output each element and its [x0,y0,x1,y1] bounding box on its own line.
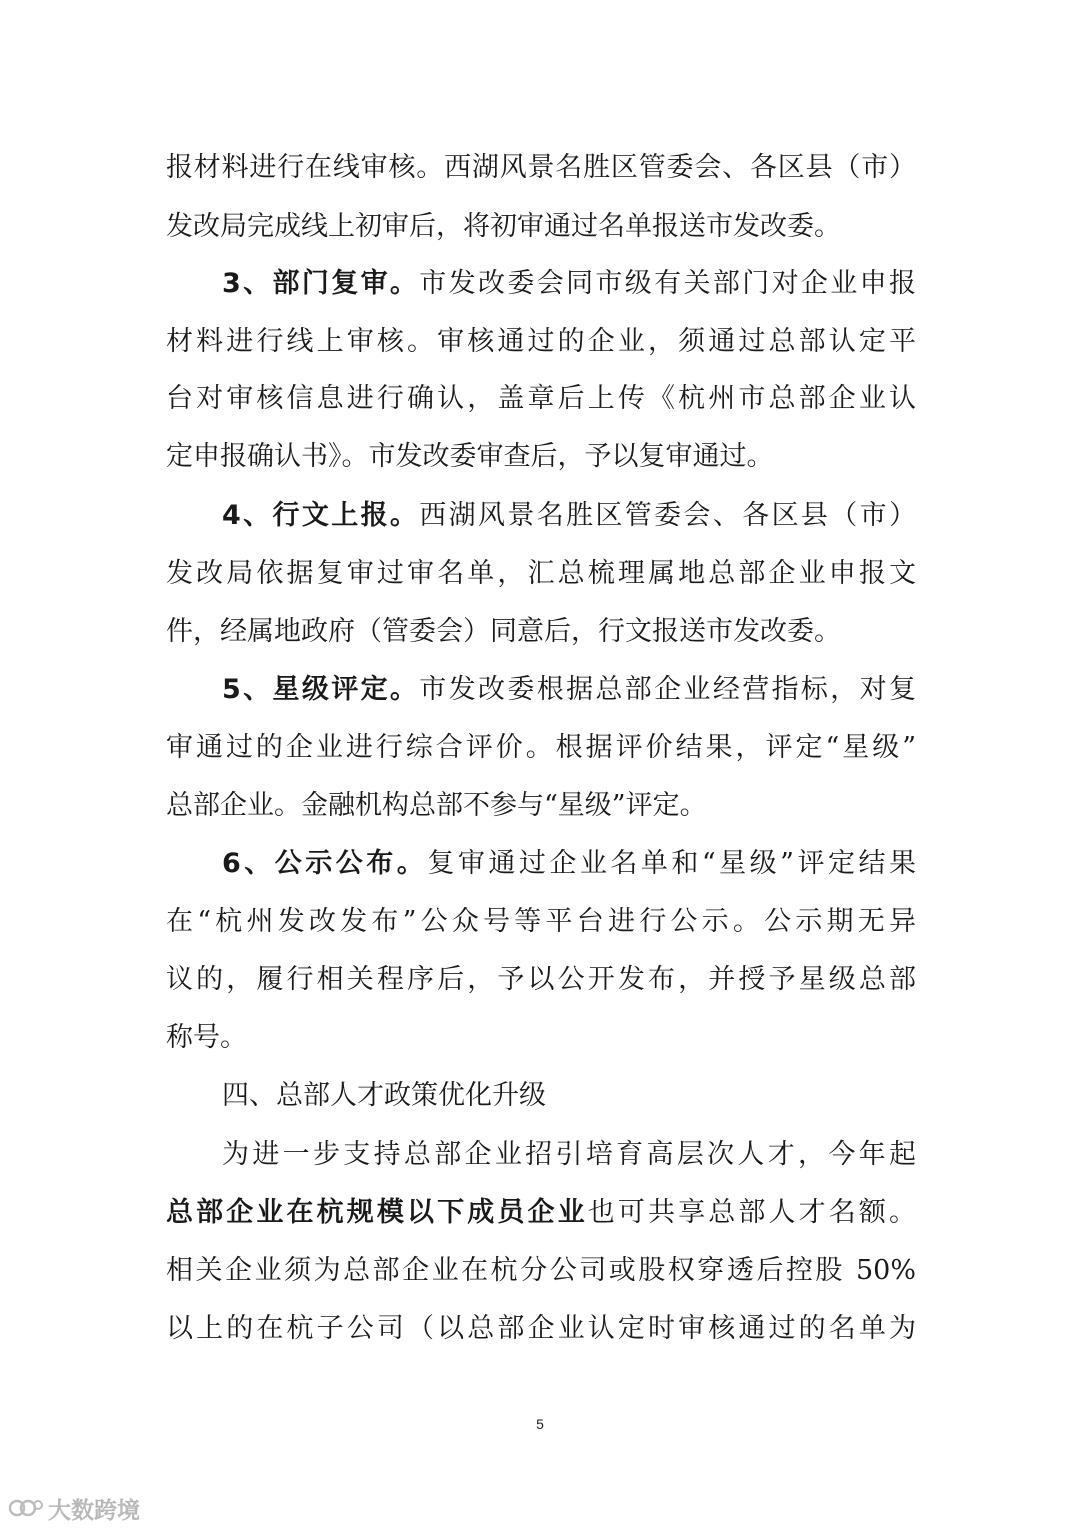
text-run: 议的，履行相关程序后，予以公开发布，并授予星级总部 [166,964,916,995]
text-line [222,835,916,893]
text-line [166,603,916,661]
text-run: 以上的在杭子公司（以总部企业认定时审核通过的名单为 [166,1313,916,1344]
text-line [166,428,916,486]
text-line [222,1126,916,1184]
text-run: 在“杭州发改发布”公众号等平台进行公示。公示期无异 [166,906,916,937]
text-line [166,893,916,951]
text-line [222,487,916,545]
text-run: 总部企业。金融机构总部不参与“星级”评定。 [166,790,707,821]
text-line [166,545,916,603]
text-run: 市发改委根据总部企业经营指标，对复 [419,674,917,705]
bold-phrase: 总部企业在杭规模以下成员企业 [166,1197,588,1228]
text-run: 复审通过企业名单和“星级”评定结果 [427,848,916,879]
text-run: 台对审核信息进行确认，盖章后上传《杭州市总部企业认 [166,383,916,414]
text-line [166,951,916,1009]
text-line [222,255,916,313]
text-line [166,370,916,428]
text-run: 审通过的企业进行综合评价。根据评价结果，评定“星级” [166,732,916,763]
watermark [8,1488,140,1528]
page-number: 5 [536,1416,544,1432]
text-line [166,139,916,197]
text-line [166,1009,916,1067]
text-run: 市发改委会同市级有关部门对企业申报 [419,268,917,299]
text-run: 发改局完成线上初审后，将初审通过名单报送市发改委。 [166,211,841,242]
text-line [166,1242,916,1300]
text-run: 相关企业须为总部企业在杭分公司或股权穿透后控股 50% [166,1255,916,1286]
bold-phrase: 5、星级评定。 [222,674,420,705]
brand-logo-icon [8,1495,44,1521]
text-line [166,1300,916,1358]
text-run: 西湖风景名胜区管委会、各区县（市） [419,500,917,531]
text-run: 为进一步支持总部企业招引培育高层次人才，今年起 [222,1139,916,1170]
text-line [166,198,916,256]
bold-phrase: 4、行文上报。 [222,500,420,531]
text-line [166,719,916,777]
text-run: 称号。 [166,1022,247,1053]
text-run: 材料进行线上审核。审核通过的企业，须通过总部认定平 [166,326,916,357]
text-line [166,313,916,371]
watermark-text: 大数跨境 [48,1497,140,1524]
text-line [222,1067,916,1125]
bold-phrase: 3、部门复审。 [222,268,420,299]
section-heading: 四、总部人才政策优化升级 [222,1080,546,1111]
text-run: 定申报确认书》。市发改委审查后，予以复审通过。 [166,441,774,472]
text-run: 发改局依据复审过审名单，汇总梳理属地总部企业申报文 [166,558,916,589]
text-run: 也可共享总部人才名额。 [587,1197,916,1228]
text-run: 件，经属地政府（管委会）同意后，行文报送市发改委。 [166,616,841,647]
bold-phrase: 6、公示公布。 [222,848,428,879]
text-line [166,1184,916,1242]
text-line [166,777,916,835]
text-run: 报材料进行在线审核。西湖风景名胜区管委会、各区县（市） [166,152,916,183]
text-line [222,661,916,719]
